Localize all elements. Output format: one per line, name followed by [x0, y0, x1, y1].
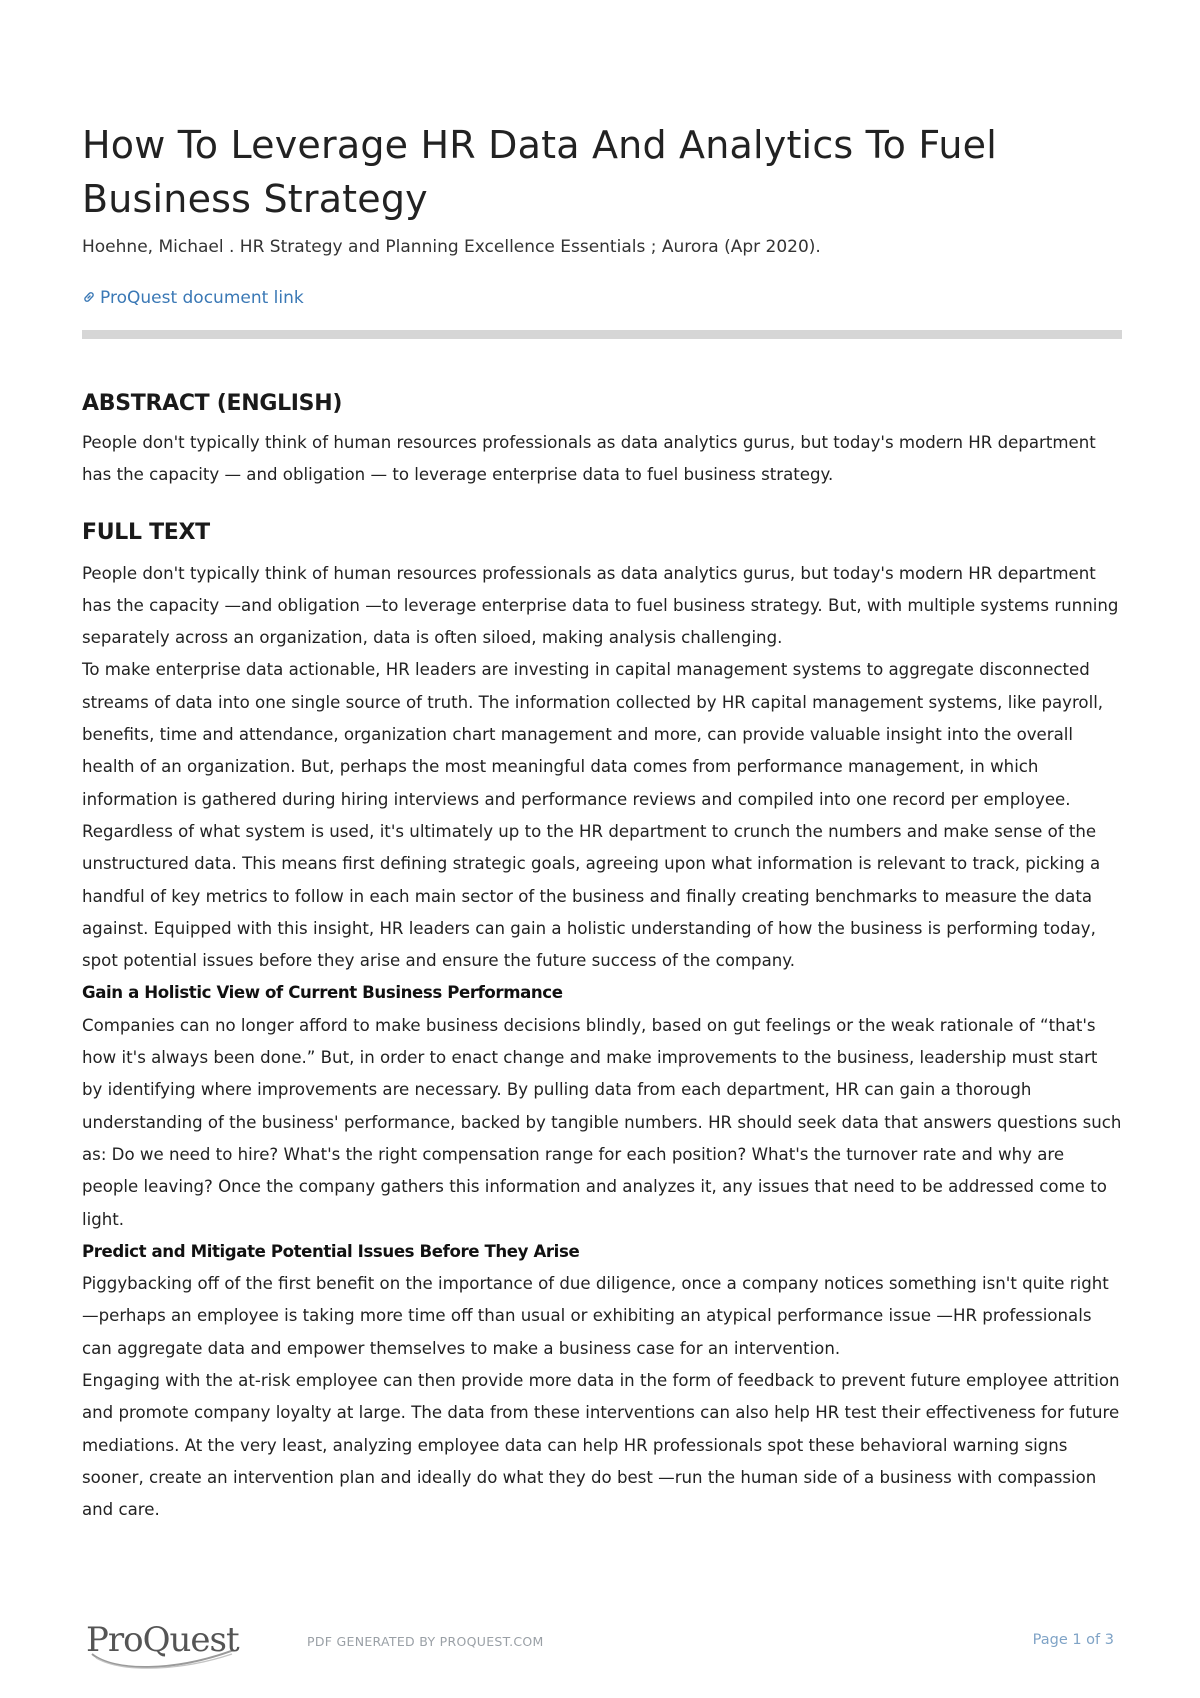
- abstract-text: People don't typically think of human resources professionals as data analytics gurus, but today's modern HR department has the capacity — and obligation — to leverage enterprise data to fuel business strategy.: [82, 433, 1096, 485]
- document-content: [82, 118, 1122, 1527]
- full-text-subheading: Predict and Mitigate Potential Issues Before They Arise: [82, 1241, 580, 1261]
- full-text-paragraph: People don't typically think of human resources professionals as data analytics gurus, but today's modern HR department has the capacity —and obligation —to leverage enterprise data to fuel business strategy. But, with multiple systems running separately across an organization, data is often siloed, making analysis challenging.: [82, 563, 1119, 648]
- full-text-paragraph: Companies can no longer afford to make business decisions blindly, based on gut feelings or the weak rationale of “that's how it's always been done.” But, in order to enact change and make improvements to the business, leadership must start by identifying where improvements are necessary. By pulling data from each department, HR can gain a thorough understanding of the business' performance, backed by tangible numbers. HR should seek data that answers questions such as: Do we need to hire? What's the right compensation range for each position? What's the turnover rate and why are people leaving? Once the company gathers this information and analyzes it, any issues that need to be addressed come to light.: [82, 1015, 1122, 1229]
- full-text-subheading: Gain a Holistic View of Current Business Performance: [82, 983, 563, 1003]
- document-title: How To Leverage HR Data And Analytics To Fuel Business Strategy: [82, 123, 997, 221]
- page-number: Page 1 of 3: [1032, 1632, 1114, 1648]
- link-icon: [82, 286, 98, 310]
- proquest-logo: ProQuest: [86, 1620, 239, 1660]
- page-footer: [0, 1610, 1200, 1670]
- full-text-paragraph: To make enterprise data actionable, HR leaders are investing in capital management systems to aggregate disconnected streams of data into one single source of truth. The information collected by HR capital management systems, like payroll, benefits, time and attendance, organization chart management and more, can provide valuable insight into the overall health of an organization. But, perhaps the most meaningful data comes from performance management, in which information is gathered during hiring interviews and performance reviews and compiled into one record per employee.: [82, 660, 1104, 809]
- proquest-document-link[interactable]: [82, 286, 304, 310]
- header-divider: [82, 330, 1122, 339]
- full-text-body: [82, 558, 1122, 1527]
- full-text-paragraph: Engaging with the at-risk employee can then provide more data in the form of feedback to prevent future employee attrition and promote company loyalty at large. The data from these interventions can also help HR test their effectiveness for future mediations. At the very least, analyzing employee data can help HR professionals spot these behavioral warning signs sooner, create an intervention plan and ideally do what they do best —run the human side of a business with compassion and care.: [82, 1371, 1120, 1520]
- abstract-heading: ABSTRACT (ENGLISH): [82, 391, 343, 416]
- proquest-document-link-label: ProQuest document link: [100, 288, 304, 308]
- document-citation: Hoehne, Michael . HR Strategy and Planning Excellence Essentials ; Aurora (Apr 2020).: [82, 237, 821, 257]
- full-text-paragraph: Regardless of what system is used, it's ultimately up to the HR department to crunch the numbers and make sense of the unstructured data. This means first defining strategic goals, agreeing upon what information is relevant to track, picking a handful of key metrics to follow in each main sector of the business and finally creating benchmarks to measure the data against. Equipped with this insight, HR leaders can gain a holistic understanding of how the business is performing today, spot potential issues before they arise and ensure the future success of the company.: [82, 821, 1101, 971]
- full-text-paragraph: Piggybacking off of the first benefit on the importance of due diligence, once a company notices something isn't quite right —perhaps an employee is taking more time off than usual or exhibiting an atypical performance issue —HR professionals can aggregate data and empower themselves to make a business case for an intervention.: [82, 1274, 1109, 1358]
- full-text-heading: FULL TEXT: [82, 519, 210, 545]
- pdf-generated-note: PDF GENERATED BY PROQUEST.COM: [307, 1634, 544, 1649]
